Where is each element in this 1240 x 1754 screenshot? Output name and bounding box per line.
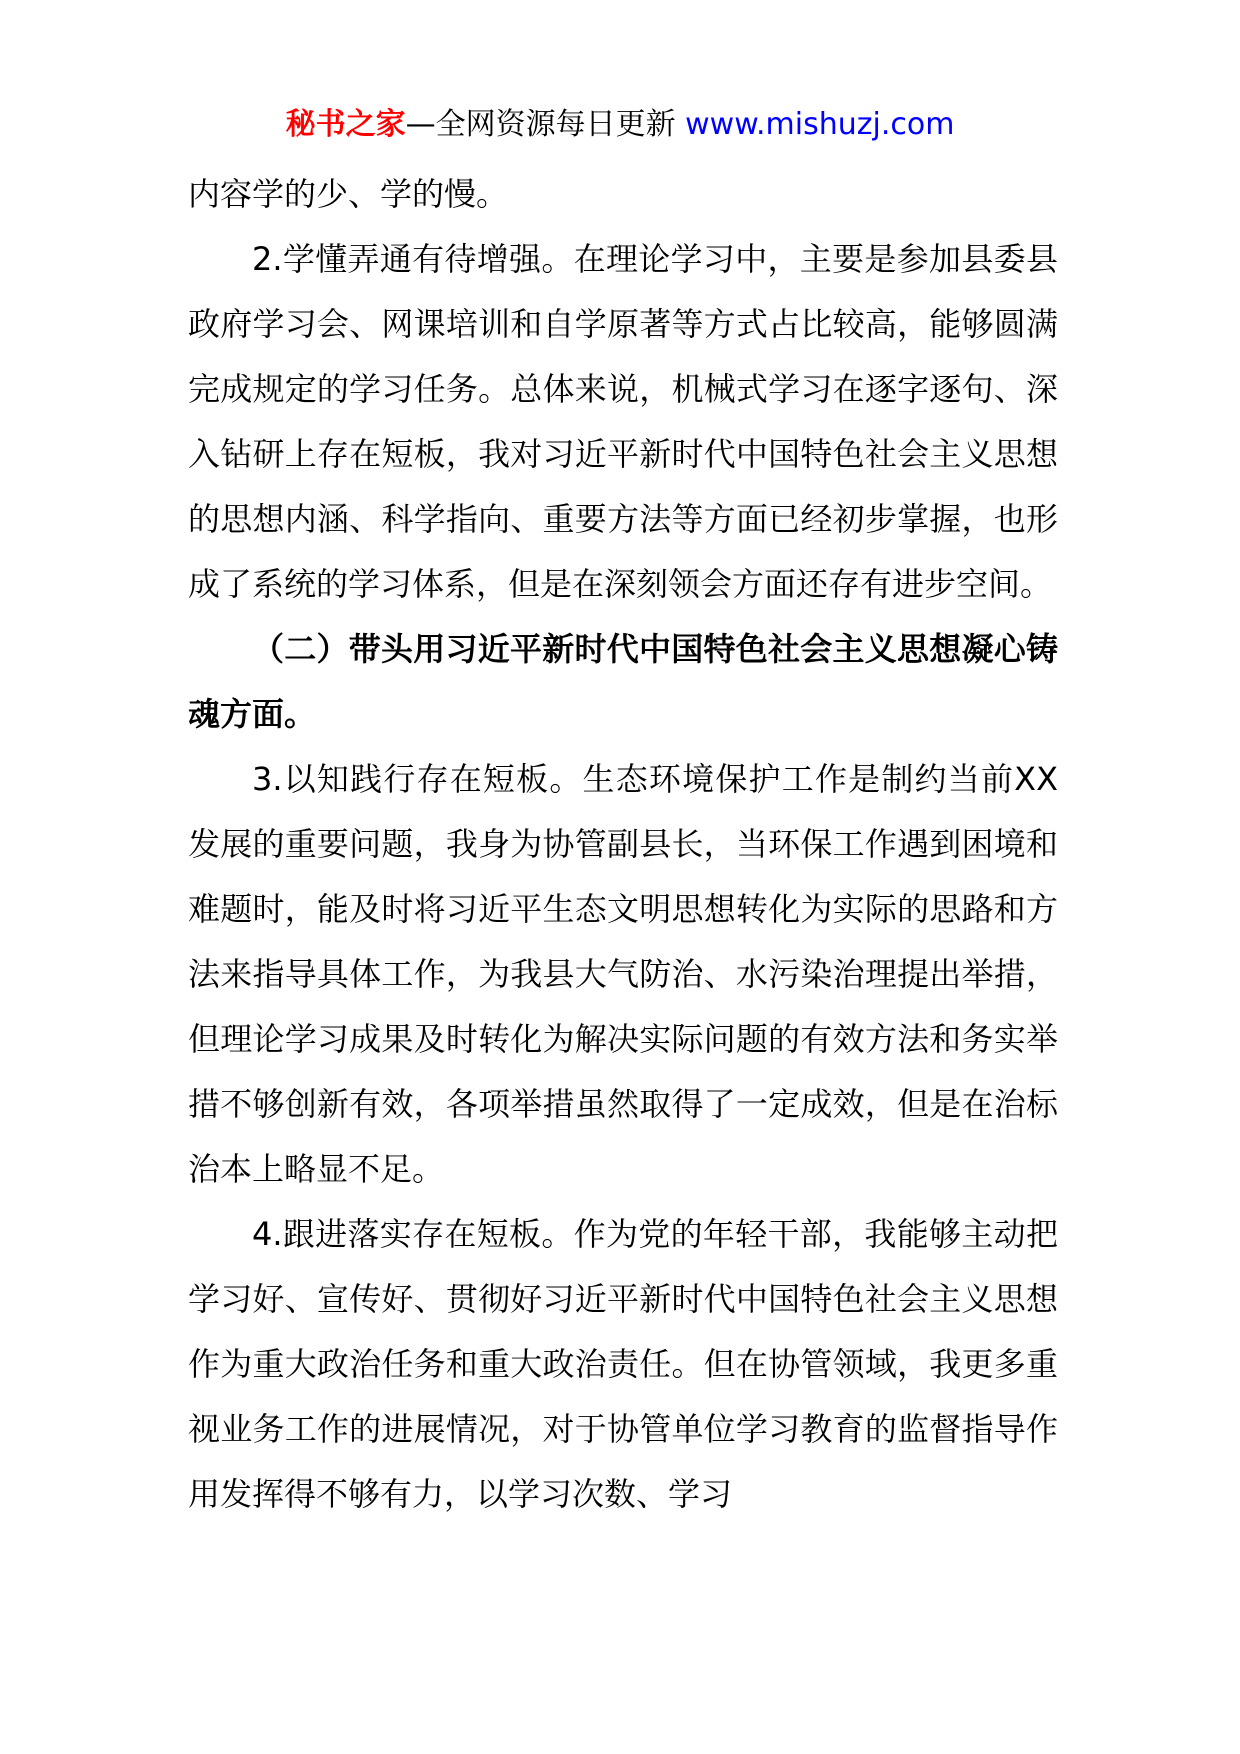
section-heading: （二）带头用习近平新时代中国特色社会主义思想凝心铸魂方面。 [188, 630, 1058, 733]
paragraph-item-2: 2.学懂弄通有待增强。在理论学习中，主要是参加县委县政府学习会、网课培训和自学原著等方式占比较高，能够圆满完成规定的学习任务。总体来说，机械式学习在逐字逐句、深入钻研上存在短板，我对习近平新时代中国特色社会主义思想的思想内涵、科学指向、重要方法等方面已经初步掌握，也形成了系统的学习体系，但是在深刻领会方面还存有进步空间。 [188, 240, 1058, 603]
site-url[interactable]: www.mishuzj.com [685, 107, 955, 142]
paragraph-continuation: 内容学的少、学的慢。 [188, 175, 509, 213]
header-tagline: —全网资源每日更新 [405, 107, 676, 142]
brand-name: 秘书之家 [285, 107, 406, 142]
paragraph-item-4: 4.跟进落实存在短板。作为党的年轻干部，我能够主动把学习好、宣传好、贯彻好习近平新时代中国特色社会主义思想作为重大政治任务和重大政治责任。但在协管领域，我更多重视业务工作的进展情况，对于协管单位学习教育的监督指导作用发挥得不够有力，以学习次数、学习 [188, 1215, 1058, 1513]
document-body [188, 162, 1058, 1527]
paragraph-item-3: 3.以知践行存在短板。生态环境保护工作是制约当前XX发展的重要问题，我身为协管副县长，当环保工作遇到困境和难题时，能及时将习近平生态文明思想转化为实际的思路和方法来指导具体工作，为我县大气防治、水污染治理提出举措，但理论学习成果及时转化为解决实际问题的有效方法和务实举措不够创新有效，各项举措虽然取得了一定成效，但是在治标治本上略显不足。 [188, 760, 1058, 1188]
page-header [0, 100, 1240, 150]
